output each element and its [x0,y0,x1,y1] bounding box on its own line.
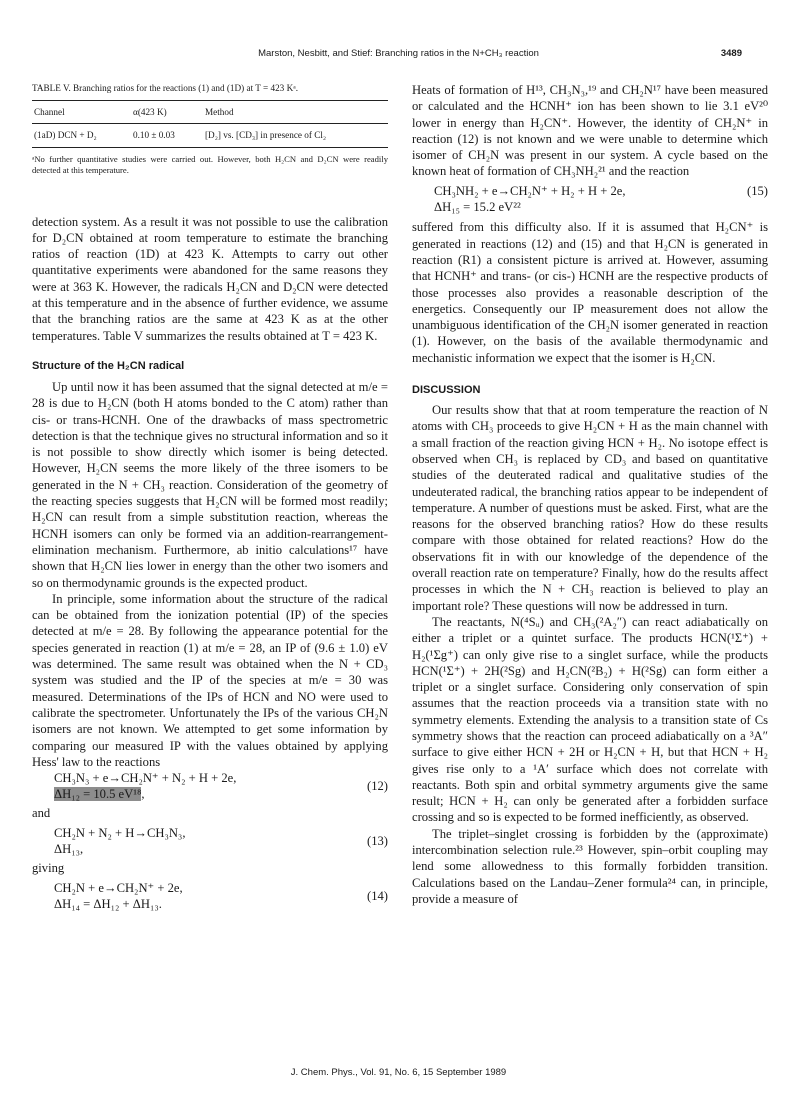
eq13-line1: CH₂N + N₂ + H→CH₃N₃, [54,825,186,840]
running-header [0,48,797,62]
eq12-line1: CH₃N₃ + e→CH₂N⁺ + N₂ + H + 2e, [54,771,237,786]
table-v-caption: TABLE V. Branching ratios for the reactions (1) and (1D) at T = 423 Kᵃ. [32,83,299,93]
para-structure-2: In principle, some information about the structure of the radical can be obtained from the ionization potential (IP) of the species detected at m/e = 28. By following the appearance potential for the species generated in reaction (1) at m/e = 28, an IP of (9.6 ± 1.0) eV was determined. The same result was obtained when the N + CD₃ system was studied and the IP of the species at m/e = 30 was measured. Determinations of the IPs of HCN and NO were used to calibrate the spectrometer. Unfortunately the IPs of the various CH₂N isomers are not known. We attempted to get some information by comparing our measured IP with the values obtained by applying Hess' law to the reactions [32,591,388,769]
page-number: 3489 [720,48,742,59]
table-v-grid [32,100,388,148]
table-col-method: Method [203,101,388,124]
para-suffered: suffered from this difficulty also. If it is assumed that H₂CN⁺ is generated in reactions (12) and (15) and that H₂CN is generated in reaction (R1) a consistent picture is arrived at. However, assuming that HCNH⁺ and trans- (or cis-) HCNH are the respective products of those processes also provides a reasonable description of the energetics. Consequently our IP measurement does not allow the unambiguous identification of the CH₂N isomer generated in reaction (1). However, on the basis of the available thermodynamic and mechanistic information we expect that the isomer is H₂CN. [412,220,768,365]
heading-discussion: DISCUSSION [412,384,481,397]
para-structure-1: Up until now it has been assumed that the signal detected at m/e = 28 is due to H₂CN (both H atoms bonded to the C atom) rather than cis- or trans-HCNH. One of the drawbacks of mass spectrometric detection is that the technique gives no structural information and so it is not possible to show directly which isomer is being detected. However, H₂CN seems the more likely of the three isomers to be generated in the N + CH₃ reaction. Consideration of the geometry of the reacting species suggests that H₂CN will be formed most readily; H₂CN can result from a simple substitution reaction, whereas the HCNH isomers can only be formed via an addition-rearrangement-elimination mechanism. Furthermore, ab initio calculations¹⁷ have shown that H₂CN lies lower in energy than the other two isomers and so on thermodynamic grounds is the expected product. [32,379,388,590]
equation-13 [32,825,388,858]
eq12-number: (12) [367,779,388,794]
left-column [32,82,388,912]
right-column [412,82,768,907]
para-discussion-1: Our results show that that at room temperature the reaction of N atoms with CH₃ proceeds to give H₂CN + H as the main channel with a small fraction of the reaction giving HCN + H₂. No isotope effect is observed when CH₃ is replaced by CD₃ and based on quantitative studies of the deuterated radical and qualitative studies of the undeuterated radical, the branching ratios appear to be independent of temperature. A number of questions must be asked. First, what are the reasons for the observed branching ratios? How do these results compare with those obtained for related reactions? How do the observations fit in with our knowledge of the dependence of the overall reaction rate on temperature? Finally, how do the results affect processes in which the N + CH₃ reaction is believed to play an important role? These questions will now be addressed in turn. [412,403,768,613]
equation-15 [412,183,768,216]
eq15-line2: ΔH₁₅ = 15.2 eV²² [434,200,521,215]
eq15-number: (15) [747,183,768,198]
journal-footer: J. Chem. Phys., Vol. 91, No. 6, 15 September 1989 [290,1067,507,1078]
para-discussion-2: The reactants, N(⁴Sᵤ) and CH₃(²A₂″) can react adiabatically on either a triplet or a quintet surface. The products HCN(¹Σ⁺) + H₂(¹Σg⁺) can only give rise to a singlet surface, while the products HCN(¹Σ⁺) + 2H(²Sg) and H₂CN(²B₂) + H(²Sg) can form either a triplet or a singlet surface. Considering only conservation of spin assumes that the reaction proceeds via a transition state with no symmetry elements. Extending the analysis to a transition state of Cs symmetry shows that the reaction can proceed adiabatically on a ³A″ surface to give either HCN + 2H or H₂CN + H, but that HCN + H₂ gives rise only to a ¹A′ surface which does not correlate with reactants. Both spin and orbital symmetry arguments give the same result; HCN + H₂ can only be generated after a forbidden surface crossing and so is expected to be formed inefficiently, as observed. [412,614,768,825]
table-header-row [32,101,388,124]
eq12-line2 [32,786,348,802]
equation-12 [32,770,388,803]
table-col-channel: Channel [32,101,131,124]
eq14-line2: ΔH₁₄ = ΔH₁₂ + ΔH₁₃. [54,897,162,912]
eq14-line1: CH₂N + e→CH₂N⁺ + 2e, [54,880,183,895]
eq12-tail: , [141,787,145,802]
para-discussion-3: The triplet–singlet crossing is forbidden by the (approximate) intercombination selection rule.²³ However, spin–orbit coupling may lend some allowedness to this formally forbidden transition. Calculations based on the Landau–Zener formula²⁴ can, in principle, provide a measure of [412,826,768,906]
table-cell-alpha: 0.10 ± 0.03 [131,124,203,147]
table-col-alpha: α(423 K) [131,101,203,124]
eq12-highlight: ΔH₁₂ = 10.5 eV¹⁸ [54,787,142,802]
para-heats: Heats of formation of H¹³, CH₃N₃,¹⁹ and CH₂N¹⁷ have been measured or calculated and the HCNH⁺ ion has been shown to lie 3.1 eV²⁰ lower in energy than H₂CN⁺. However, the identity of CH₂N⁺ in reaction (12) is not known and we were unable to determine which isomer of CH₂N was present in our system. A cycle based on the known heat of formation of CH₃NH₂²¹ and the reaction [412,83,768,179]
heading-structure: Structure of the H₂CN radical [32,359,185,372]
table-cell-method: [D₂] vs. [CD₃] in presence of Cl₂ [203,124,388,147]
para-detection: detection system. As a result it was not possible to use the calibration for D₂CN obtained at room temperature to estimate the branching ratios of reaction (1D) at 423 K. Attempts to carry out other quantitative experiments were abandoned for the same reasons they were at 363 K. However, the radicals H₂CN and D₂CN were detected at this temperature and in the absence of further evidence, we assume that the branching ratios are the same at 423 K as at the other temperatures. Table V summarizes the results obtained at T = 423 K. [32,214,388,343]
eq14-number: (14) [367,889,388,904]
connector-and: and [32,805,51,820]
eq15-line1: CH₃NH₂ + e→CH₂N⁺ + H₂ + H + 2e, [434,183,626,198]
table-v-footnote: ᵃNo further quantitative studies were carried out. However, both H₂CN and D₂CN were readily detected at this temperature. [32,153,388,175]
eq13-number: (13) [367,834,388,849]
running-title: Marston, Nesbitt, and Stief: Branching ratios in the N+CH₃ reaction [258,48,539,59]
table-cell-channel: (1aD) DCN + D₂ [32,124,131,147]
equation-14 [32,880,388,913]
table-v [32,82,388,176]
eq13-line2: ΔH₁₃, [54,842,84,857]
connector-giving: giving [32,860,65,875]
table-row [32,124,388,147]
